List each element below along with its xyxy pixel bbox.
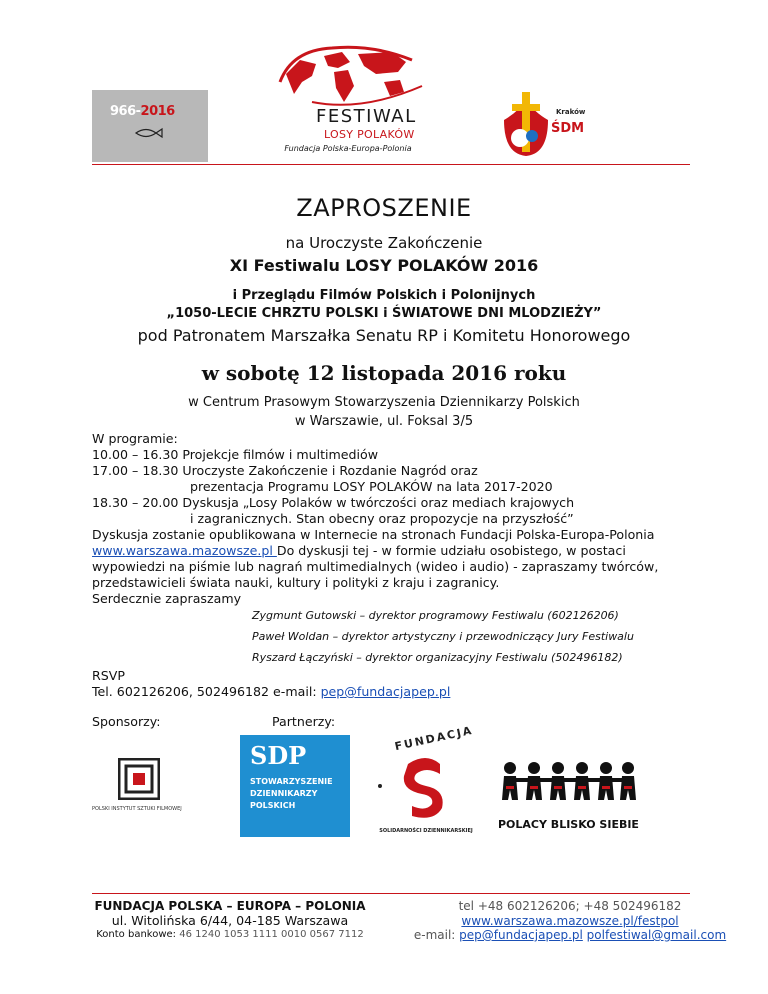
program-item: 10.00 – 16.30 Projekcje filmów i multimediów: [92, 447, 379, 462]
footer-org: FUNDACJA POLSKA – EUROPA – POLONIA: [94, 899, 366, 913]
footer-divider: [92, 893, 690, 894]
signature-line: Ryszard Łączyński – dyrektor organizacyjny Festiwalu (502496182): [252, 651, 623, 664]
invitation-date: w sobotę 12 listopada 2016 roku: [201, 361, 567, 385]
sdm-logo: [498, 90, 586, 162]
pisf-logo: [92, 758, 204, 818]
fundacja-solidarnosci-logo: [368, 723, 484, 844]
cross-icon: [498, 90, 554, 162]
festival-foundation: Fundacja Polska-Europa-Polonia: [284, 144, 412, 153]
rsvp-contact: Tel. 602126206, 502496182 e-mail: pep@fundacjapep.pl: [92, 684, 451, 699]
people-icon: [498, 760, 638, 814]
pbs-caption: POLACY BLISKO SIEBIE: [498, 818, 639, 831]
invitation-title: ZAPROSZENIE: [296, 194, 472, 222]
globe-icon: [272, 42, 424, 112]
logo-966-2016: [92, 90, 208, 162]
program-desc-line2: www.warszawa.mazowsze.pl Do dyskusji tej - w formie udziału osobistego, w postaci: [92, 543, 626, 558]
invitation-line2: XI Festiwalu LOSY POLAKÓW 2016: [229, 256, 539, 275]
festival-logo: [272, 42, 424, 162]
pisf-caption: POLSKI INSTYTUT SZTUKI FILMOWEJ: [92, 806, 182, 812]
sdp-logo: [240, 735, 350, 837]
sdp-short: SDP: [250, 741, 307, 770]
signature-line: Paweł Woldan – dyrektor artystyczny i przewodniczący Jury Festiwalu: [252, 630, 634, 643]
footer-www-link[interactable]: www.warszawa.mazowsze.pl/festpol: [461, 914, 679, 928]
footer-email-link-1[interactable]: pep@fundacjapep.pl: [459, 928, 583, 942]
sdp-line2: DZIENNIKARZY: [250, 789, 318, 798]
footer-email: e-mail: pep@fundacjapep.pl polfestiwal@gmail.com: [413, 928, 727, 942]
program-item: i zagranicznych. Stan obecny oraz propozycje na przyszłość”: [190, 511, 574, 526]
invitation-line1: na Uroczyste Zakończenie: [285, 234, 483, 252]
sdp-line3: POLSKICH: [250, 801, 296, 810]
header-divider: [92, 164, 690, 165]
program-desc-line4: przedstawicieli świata nauki, kultury i polityki z kraju i zagranicy.: [92, 575, 500, 590]
program-desc-line3: wypowiedzi na piśmie lub nagrań multimedialnych (wideo i audio) - zapraszamy twórców,: [92, 559, 659, 574]
fundacja-top-text: FUNDACJA: [393, 723, 475, 754]
sponsors-label: Sponsorzy:: [92, 714, 161, 729]
fish-icon: [134, 126, 164, 140]
footer-www: [380, 914, 760, 928]
invitation-line5: pod Patronatem Marszałka Senatu RP i Komitetu Honorowego: [137, 326, 631, 345]
polacy-blisko-siebie-logo: [498, 760, 638, 840]
footer-email-link-2[interactable]: polfestiwal@gmail.com: [586, 928, 727, 942]
sdp-line1: STOWARZYSZENIE: [250, 777, 333, 786]
program-item: 17.00 – 18.30 Uroczyste Zakończenie i Rozdanie Nagród oraz: [92, 463, 478, 478]
sdm-name: ŚDM: [551, 121, 585, 136]
invitation-line3: i Przeglądu Filmów Polskich i Polonijnych: [232, 288, 536, 303]
partners-label: Partnerzy:: [272, 714, 336, 729]
signature-line: Zygmunt Gutowski – dyrektor programowy Festiwalu (602126206): [252, 609, 619, 622]
program-item: prezentacja Programu LOSY POLAKÓW na lata 2017-2020: [190, 479, 553, 494]
warszawa-mazowsze-link[interactable]: www.warszawa.mazowsze.pl: [92, 543, 277, 558]
program-desc-line1: Dyskusja zostanie opublikowana w Internecie na stronach Fundacji Polska-Europa-Polonia: [92, 527, 655, 542]
festival-subtitle: LOSY POLAKÓW: [324, 128, 415, 141]
footer-address: ul. Witolińska 6/44, 04-185 Warszawa: [111, 913, 349, 928]
footer-bank: Konto bankowe: 46 1240 1053 1111 0010 0567 7112: [96, 929, 364, 940]
invitation-line4: „1050-LECIE CHRZTU POLSKI i ŚWIATOWE DNI MLODZIEŻY”: [166, 306, 602, 321]
venue-line1: w Centrum Prasowym Stowarzyszenia Dziennikarzy Polskich: [188, 395, 580, 410]
closing-text: Serdecznie zapraszamy: [92, 591, 242, 606]
footer-tel: tel +48 602126206; +48 502496182: [458, 899, 682, 913]
festival-title: FESTIWAL: [316, 106, 417, 127]
sdm-city: Kraków: [556, 108, 586, 116]
rsvp-label: RSVP: [92, 668, 125, 683]
pisf-icon: [118, 758, 160, 800]
program-heading: W programie:: [92, 431, 178, 446]
rsvp-email-link[interactable]: pep@fundacjapep.pl: [320, 684, 451, 699]
logo-966-year: 966-2016: [110, 104, 175, 119]
fundacja-bottom-text: SOLIDARNOŚCI DZIENNIKARSKIEJ: [379, 828, 473, 834]
program-item: 18.30 – 20.00 Dyskusja „Losy Polaków w twórczości oraz mediach krajowych: [92, 495, 575, 510]
venue-line2: w Warszawie, ul. Foksal 3/5: [294, 414, 474, 429]
